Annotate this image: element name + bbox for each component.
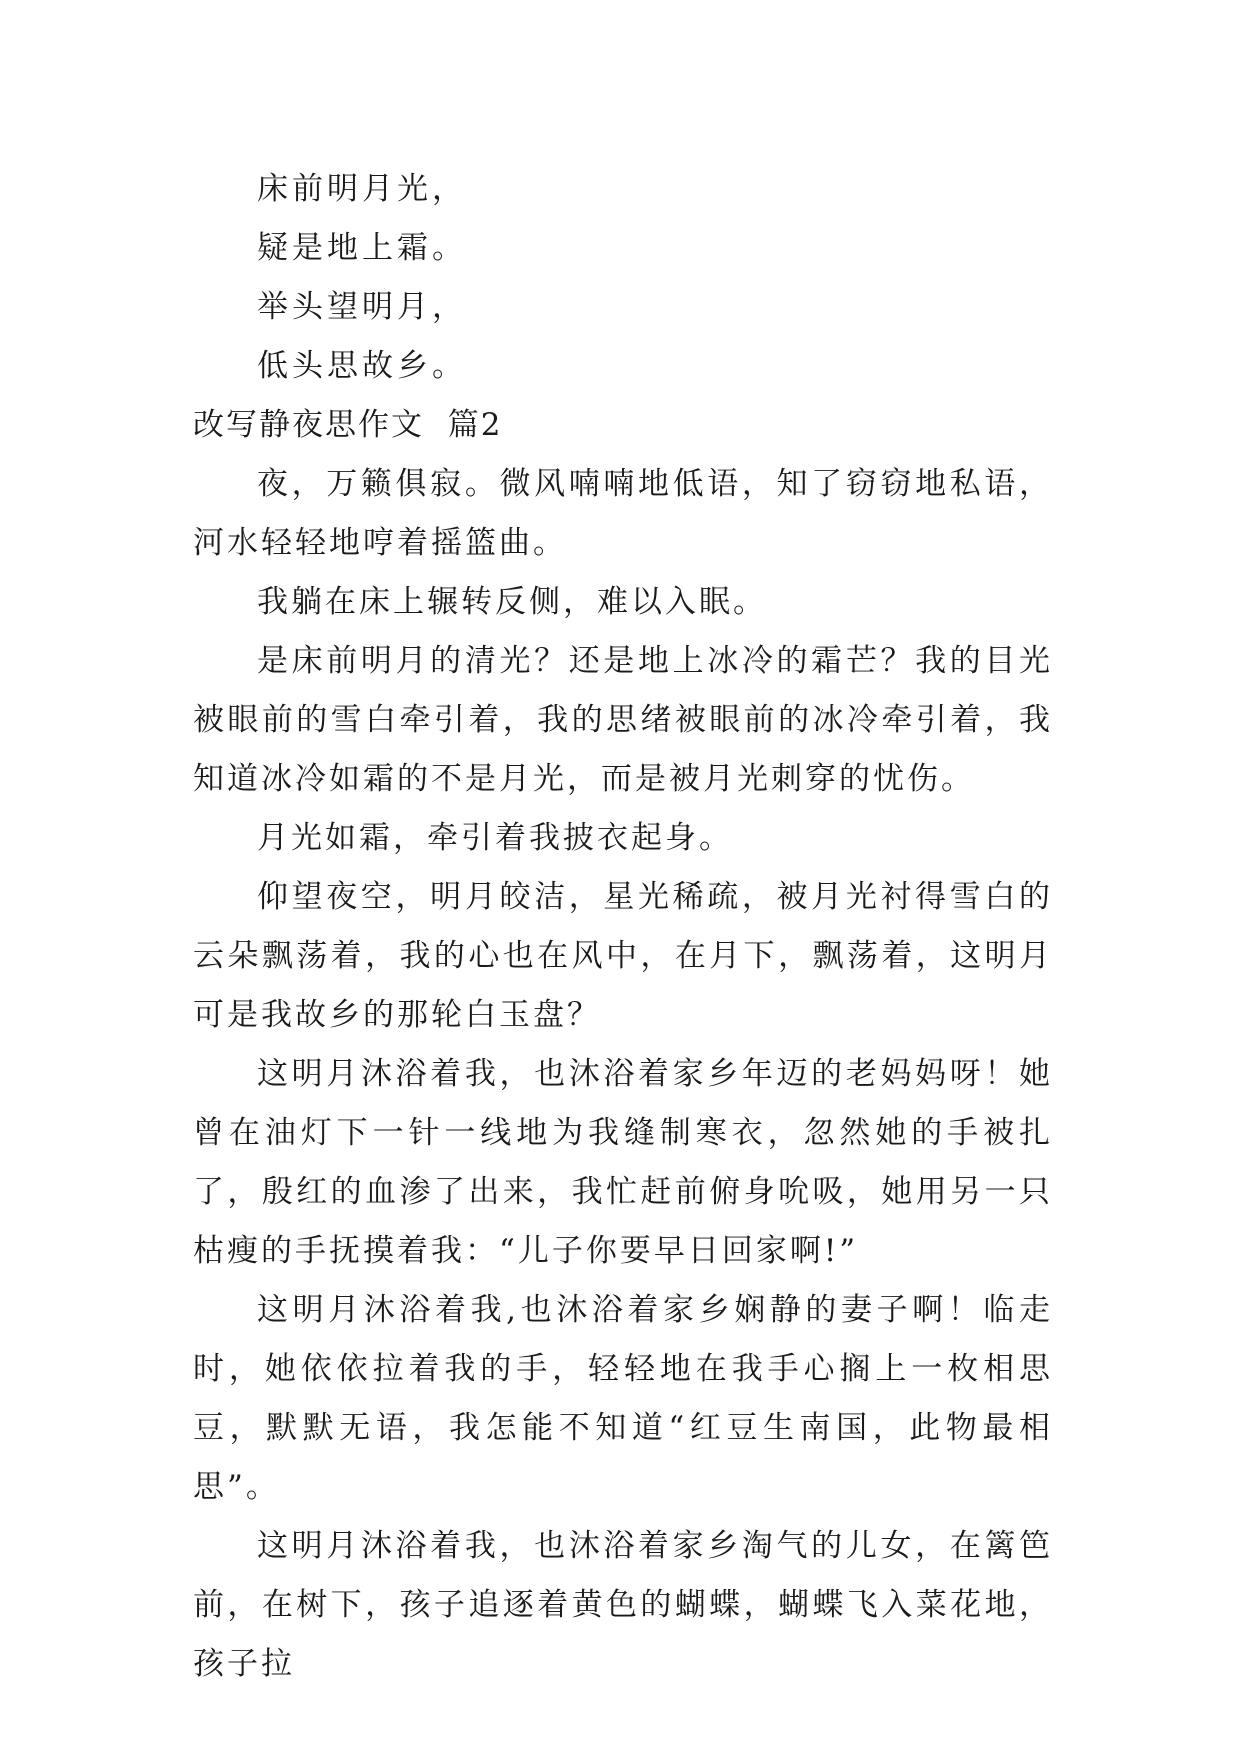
paragraph: 这明月沐浴着我，也沐浴着家乡年迈的老妈妈呀！她曾在油灯下一针一线地为我缝制寒衣，忽然她的手被扎了，殷红的血渗了出来，我忙赶前俯身吮吸，她用另一只枯瘦的手抚摸着我：“儿子你要早日回家啊!”	[193, 1056, 1053, 1269]
paragraph: 是床前明月的清光？还是地上冰冷的霜芒？我的目光被眼前的雪白牵引着，我的思绪被眼前的冰冷牵引着，我知道冰冷如霜的不是月光，而是被月光刺穿的忧伤。	[193, 643, 1053, 797]
section-heading: 改写静夜思作文 篇2	[193, 407, 503, 443]
poem-line: 疑是地上霜。	[257, 230, 467, 266]
poem-line: 床前明月光，	[257, 171, 467, 207]
paragraph: 月光如霜，牵引着我披衣起身。	[257, 820, 733, 856]
document-body	[193, 160, 1053, 1694]
paragraph: 仰望夜空，明月皎洁，星光稀疏，被月光衬得雪白的云朵飘荡着，我的心也在风中，在月下，飘荡着，这明月可是我故乡的那轮白玉盘？	[193, 879, 1053, 1033]
paragraph: 这明月沐浴着我,也沐浴着家乡娴静的妻子啊！临走时，她依依拉着我的手，轻轻地在我手心搁上一枚相思豆，默默无语，我怎能不知道“红豆生南国，此物最相思”。	[193, 1292, 1053, 1505]
poem-line: 举头望明月，	[257, 289, 467, 325]
paragraph: 夜，万籁俱寂。微风喃喃地低语，知了窃窃地私语，河水轻轻地哼着摇篮曲。	[193, 466, 1053, 561]
paragraph: 我躺在床上辗转反侧，难以入眠。	[257, 584, 767, 620]
paragraph: 这明月沐浴着我，也沐浴着家乡淘气的儿女，在篱笆前，在树下，孩子追逐着黄色的蝴蝶，蝴蝶飞入菜花地，孩子拉	[193, 1528, 1053, 1682]
poem-line: 低头思故乡。	[257, 348, 467, 384]
